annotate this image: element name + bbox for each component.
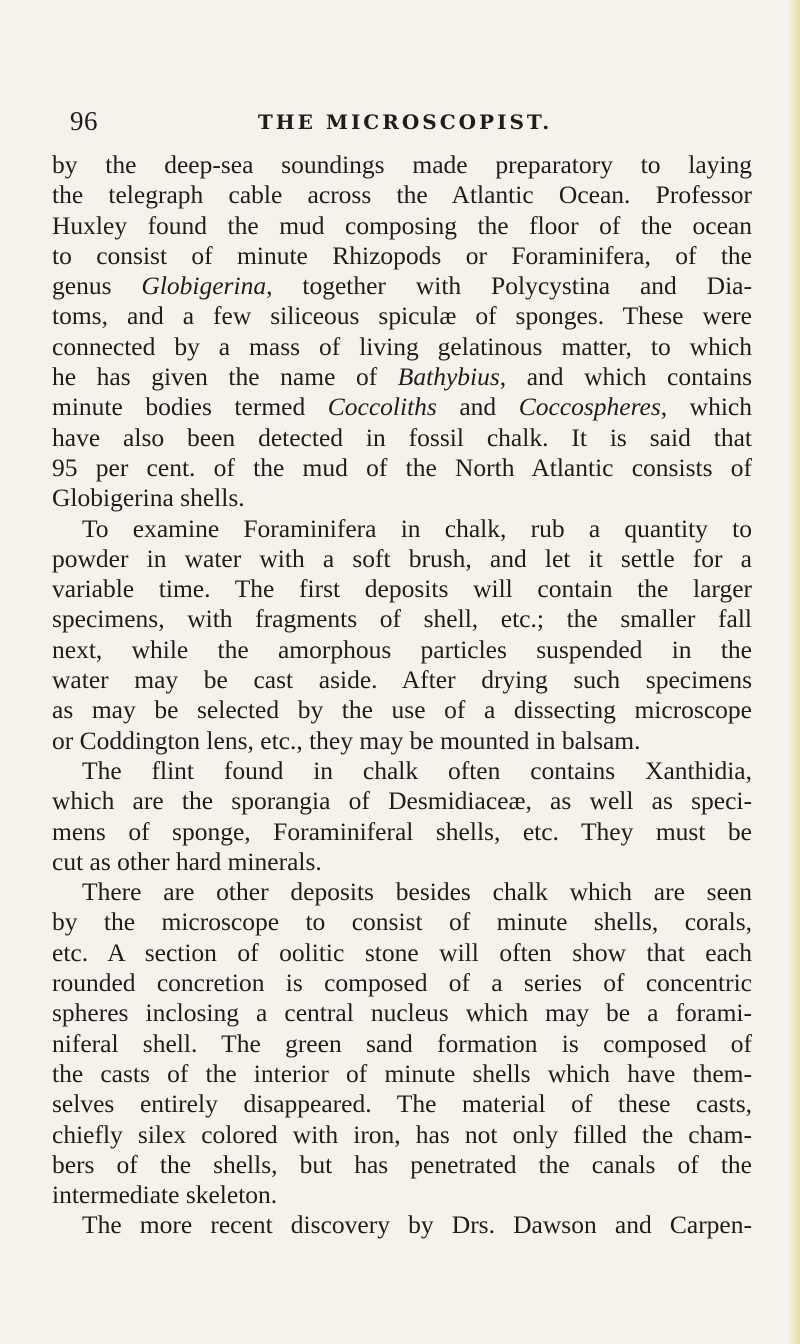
text-line: niferal shell. The green sand formation is composed of (52, 1028, 752, 1058)
text-line: toms, and a few siliceous spiculæ of sponges. These were (52, 301, 752, 331)
text-line: variable time. The first deposits will contain the larger (52, 574, 752, 604)
text-line: spheres inclosing a central nucleus which may be a forami- (52, 998, 752, 1028)
text-line: mens of sponge, Foraminiferal shells, etc. They must be (52, 816, 752, 846)
text-line: or Coddington lens, etc., they may be mounted in balsam. (52, 725, 641, 755)
text-line: chiefly silex colored with iron, has not only filled the cham- (52, 1119, 752, 1149)
text-line: 95 per cent. of the mud of the North Atlantic consists of (52, 452, 752, 482)
text-line: selves entirely disappeared. The material of these casts, (52, 1089, 752, 1119)
text-line: The flint found in chalk often contains Xanthidia, (82, 755, 752, 785)
text-run: genus (52, 271, 142, 301)
text-run: and (436, 392, 519, 422)
text-line: as may be selected by the use of a dissecting microscope (52, 695, 752, 725)
running-head: THE MICROSCOPIST. (257, 110, 553, 134)
text-line: connected by a mass of living gelatinous matter, to which (52, 331, 752, 361)
page-header (70, 100, 740, 136)
text-line: rounded concretion is composed of a series of concentric (52, 968, 752, 998)
italic-term: Bathybius (397, 362, 500, 392)
page-number: 96 (70, 106, 98, 136)
text-line: have also been detected in fossil chalk. It is said that (52, 422, 752, 452)
text-line: by the deep-sea soundings made preparatory to laying (52, 150, 752, 179)
text-line: bers of the shells, but has penetrated the canals of the (52, 1149, 752, 1179)
text-run: he has given the name of (52, 362, 398, 392)
italic-term: Globigerina (141, 271, 267, 301)
italic-term: Coccoliths (327, 392, 437, 422)
text-line: the telegraph cable across the Atlantic Ocean. Professor (52, 180, 752, 210)
text-line: next, while the amorphous particles suspended in the (52, 634, 752, 664)
text-line: cut as other hard minerals. (52, 846, 322, 876)
text-line: Globigerina shells. (52, 483, 245, 513)
text-line (52, 392, 752, 422)
text-line: specimens, with fragments of shell, etc.; the smaller fall (52, 604, 752, 634)
text-line: There are other deposits besides chalk which are seen (82, 877, 752, 907)
text-run: minute bodies termed (52, 392, 328, 422)
text-line: the casts of the interior of minute shells which have them- (52, 1058, 752, 1088)
text-line: The more recent discovery by Drs. Dawson and Carpen- (82, 1210, 752, 1240)
text-line: intermediate skeleton. (52, 1180, 278, 1210)
text-run: , and which contains (499, 362, 752, 392)
text-run: , which (660, 392, 753, 422)
page-edge (788, 0, 800, 1344)
text-line: Huxley found the mud composing the floor of the ocean (52, 210, 752, 240)
text-line: to consist of minute Rhizopods or Foraminifera, of the (52, 240, 752, 270)
text-line: water may be cast aside. After drying such specimens (52, 665, 752, 695)
text-line: by the microscope to consist of minute shells, corals, (52, 907, 752, 937)
text-line (52, 362, 752, 392)
text-line: powder in water with a soft brush, and let it settle for a (52, 543, 752, 573)
text-line: To examine Foraminifera in chalk, rub a quantity to (82, 513, 752, 543)
body-text (52, 150, 752, 1241)
text-line (52, 271, 752, 301)
text-run: , together with Polycystina and Dia- (266, 271, 752, 301)
text-line: which are the sporangia of Desmidiaceæ, as well as speci- (52, 786, 752, 816)
italic-term: Coccospheres (518, 392, 661, 422)
text-line: etc. A section of oolitic stone will often show that each (52, 937, 752, 967)
